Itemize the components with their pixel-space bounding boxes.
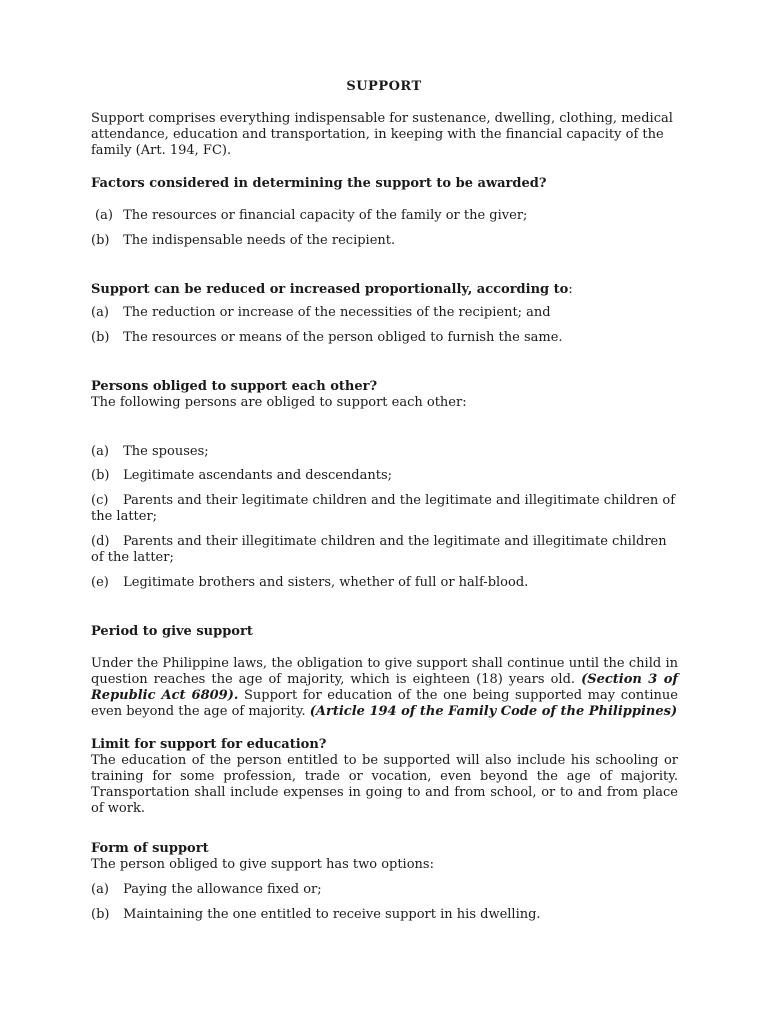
item-label: (b) xyxy=(91,330,110,345)
form-item-b xyxy=(91,907,678,923)
item-text: The resources or financial capacity of the family or the giver; xyxy=(123,208,528,223)
item-label: (a) xyxy=(95,208,113,223)
reduced-heading-text: Support can be reduced or increased proportionally, according to xyxy=(91,282,569,297)
persons-subtext: The following persons are obliged to support each other: xyxy=(91,395,467,410)
limit-heading: Limit for support for education? xyxy=(91,737,327,752)
item-label: (b) xyxy=(91,233,110,248)
form-subtext: The person obliged to give support has two options: xyxy=(91,857,434,872)
persons-item-e xyxy=(91,575,678,591)
item-label: (d) xyxy=(91,534,110,549)
item-text: Parents and their legitimate children and the legitimate and illegitimate children of the latter; xyxy=(91,493,676,524)
form-item-a xyxy=(91,882,678,898)
item-text: Legitimate ascendants and descendants; xyxy=(123,468,393,483)
period-paragraph xyxy=(91,656,678,720)
reduced-heading-colon: : xyxy=(568,282,573,297)
period-text-1: Under the Philippine laws, the obligation to give support shall continue until the child in question reaches the age of majority, which is eighteen (18) years old. xyxy=(91,656,678,687)
item-text: The indispensable needs of the recipient. xyxy=(123,233,396,248)
item-label: (a) xyxy=(91,305,109,320)
factors-item-a xyxy=(95,208,682,224)
item-text: The resources or means of the person obliged to furnish the same. xyxy=(123,330,563,345)
period-text-2: Support for education of the one being supported may continue even beyond the age of majority. xyxy=(91,688,678,719)
persons-heading: Persons obliged to support each other? xyxy=(91,379,378,394)
item-label: (b) xyxy=(91,468,110,483)
intro-paragraph: Support comprises everything indispensable for sustenance, dwelling, clothing, medical attendance, education and transportation, in keeping with the financial capacity of the family (Art. 194, FC). xyxy=(91,111,673,158)
period-reference-2: (Article 194 of the Family Code of the Philippines) xyxy=(309,704,678,719)
persons-item-d xyxy=(91,534,678,566)
form-heading: Form of support xyxy=(91,841,209,856)
period-reference-1: (Section 3 of Republic Act 6809). xyxy=(91,672,678,703)
item-text: The spouses; xyxy=(123,444,209,459)
item-text: Parents and their illegitimate children and the legitimate and illegitimate children of the latter; xyxy=(91,534,667,565)
item-text: Legitimate brothers and sisters, whether of full or half-blood. xyxy=(123,575,529,590)
persons-item-c xyxy=(91,493,678,525)
limit-paragraph: The education of the person entitled to be supported will also include his schooling or training for some profession, trade or vocation, even beyond the age of majority. Transportation shall include expenses in going to and from school, or to and from place of work. xyxy=(91,753,678,816)
reduced-item-a xyxy=(91,305,678,321)
item-text: Paying the allowance fixed or; xyxy=(123,882,322,897)
reduced-item-b xyxy=(91,330,678,346)
period-heading: Period to give support xyxy=(91,624,253,639)
factors-item-b xyxy=(91,233,678,249)
item-text: Maintaining the one entitled to receive support in his dwelling. xyxy=(123,907,541,922)
page-title: SUPPORT xyxy=(346,79,422,94)
reduced-heading xyxy=(91,282,678,298)
item-label: (e) xyxy=(91,575,109,590)
persons-item-b xyxy=(91,468,678,484)
item-label: (c) xyxy=(91,493,109,508)
persons-item-a xyxy=(91,444,678,460)
item-label: (b) xyxy=(91,907,110,922)
item-text: The reduction or increase of the necessities of the recipient; and xyxy=(123,305,551,320)
item-label: (a) xyxy=(91,444,109,459)
factors-heading: Factors considered in determining the support to be awarded? xyxy=(91,176,547,191)
item-label: (a) xyxy=(91,882,109,897)
